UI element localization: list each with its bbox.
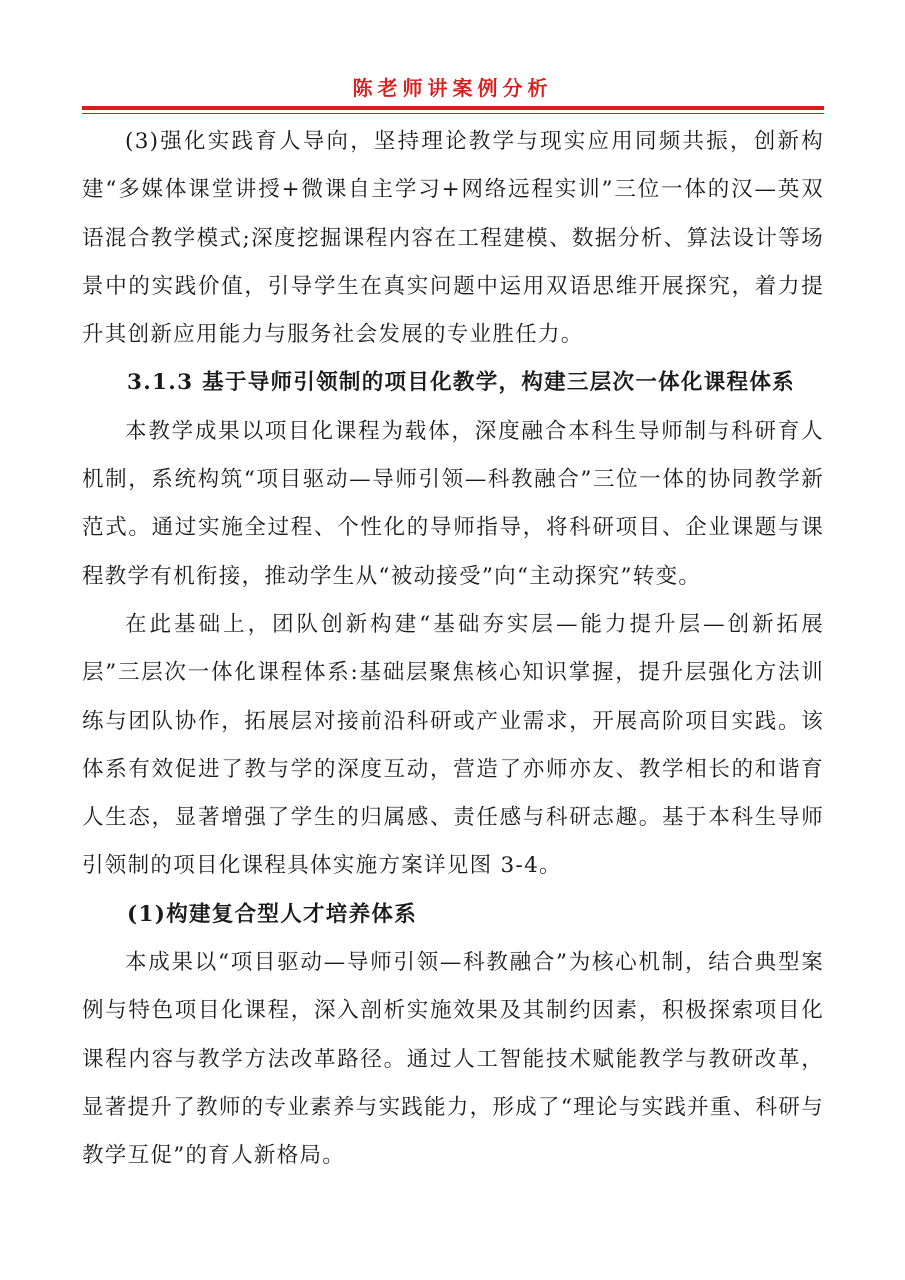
header-rule-thin <box>82 113 824 114</box>
section-heading-3-1-3: 3.1.3 基于导师引领制的项目化教学，构建三层次一体化课程体系 <box>127 370 795 396</box>
paragraph-practice-orientation: (3)强化实践育人导向，坚持理论教学与现实应用同频共振，创新构建“多媒体课堂讲授+微课自主学习+网络远程实训”三位一体的汉—英双语混合教学模式;深度挖掘课程内容在工程建模、数据分析、算法设计等场景中的实践价值，引导学生在真实问题中运用双语思维开展探究，着力提升其创新应用能力与服务社会发展的专业胜任力。 <box>82 129 824 348</box>
paragraph-project-based-teaching: 本教学成果以项目化课程为载体，深度融合本科生导师制与科研育人机制，系统构筑“项目驱动—导师引领—科教融合”三位一体的协同教学新范式。通过实施全过程、个性化的导师指导，将科研项目、企业课题与课程教学有机衔接，推动学生从“被动接受”向“主动探究”转变。 <box>82 418 824 589</box>
document-body <box>82 118 824 1181</box>
paragraph-core-mechanism: 本成果以“项目驱动—导师引领—科教融合”为核心机制，结合典型案例与特色项目化课程，深入剖析实施效果及其制约因素，积极探索项目化课程内容与教学方法改革路径。通过人工智能技术赋能教学与教研改革，显著提升了教师的专业素养与实践能力，形成了“理论与实践并重、科研与教学互促”的育人新格局。 <box>82 950 824 1169</box>
header-rule-thick <box>82 106 824 110</box>
paragraph-three-tier-curriculum: 在此基础上，团队创新构建“基础夯实层—能力提升层—创新拓展层”三层次一体化课程体系:基础层聚焦核心知识掌握，提升层强化方法训练与团队协作，拓展层对接前沿科研或产业需求，开展高阶项目实践。该体系有效促进了教与学的深度互动，营造了亦师亦友、教学相长的和谐育人生态，显著增强了学生的归属感、责任感与科研志趣。基于本科生导师引领制的项目化课程具体实施方案详见图 3-4。 <box>82 611 824 879</box>
header-title: 陈老师讲案例分析 <box>352 76 553 100</box>
subheading-talent-system: (1)构建复合型人才培养体系 <box>127 901 418 927</box>
